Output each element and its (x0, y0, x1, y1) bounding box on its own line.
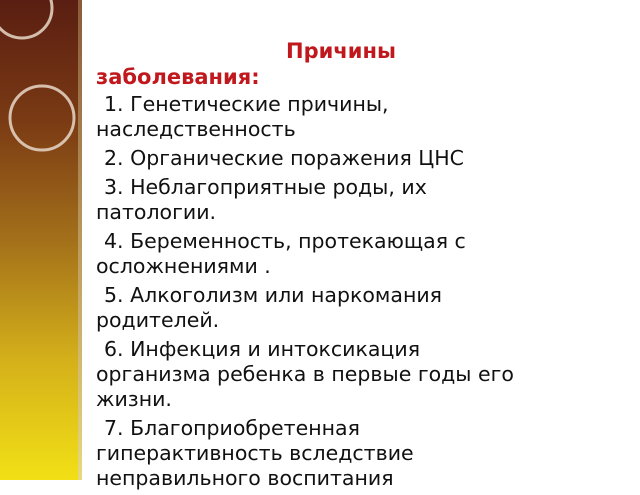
list-item (96, 229, 626, 279)
list-item-line: 4. Беременность, протекающая с (104, 229, 466, 253)
list-item-line: наследственность (96, 117, 296, 141)
list-item (96, 92, 626, 142)
list-item (96, 283, 626, 333)
list-item-line: 1. Генетические причины, (104, 92, 389, 116)
list-item (96, 175, 626, 225)
slide-content (96, 38, 626, 495)
list-item-line: 7. Благоприобретенная (104, 416, 360, 440)
list-item-line: 6. Инфекция и интоксикация (104, 337, 421, 361)
list-item-line: 5. Алкоголизм или наркомания (104, 283, 442, 307)
slide-title (96, 38, 626, 90)
list-item-line: организма ребенка в первые годы его (96, 362, 514, 386)
list-item-line: 3. Неблагоприятные роды, их (104, 175, 427, 199)
list-item (96, 337, 626, 412)
decorative-circle-top (0, 0, 52, 38)
decorative-circle-middle (10, 86, 74, 150)
list-item-line: 2. Органические поражения ЦНС (104, 146, 464, 170)
decorative-circles (0, 0, 110, 200)
list-item-line: жизни. (96, 387, 172, 411)
title-line-2: заболевания: (96, 65, 260, 89)
list-item (96, 146, 626, 171)
list-item-line: осложнениями . (96, 254, 271, 278)
title-line-1: Причины (286, 39, 396, 63)
list-item-line: родителей. (96, 308, 220, 332)
list-item-line: неправильного воспитания (96, 466, 394, 490)
list-item-line: патологии. (96, 200, 217, 224)
list-item-line: гиперактивность вследствие (96, 441, 414, 465)
